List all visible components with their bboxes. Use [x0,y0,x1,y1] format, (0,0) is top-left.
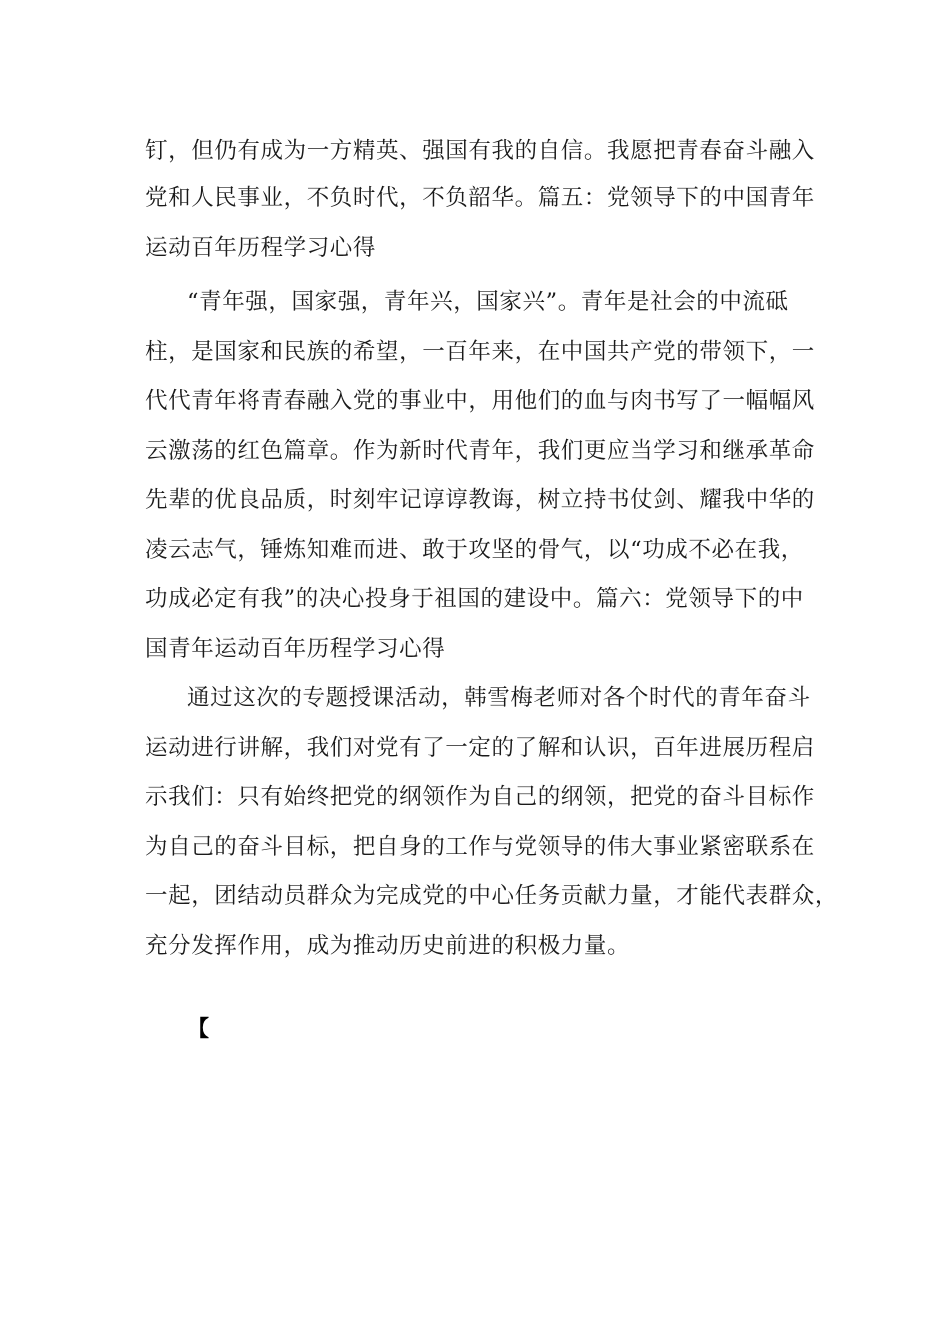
text-line-13: 运动进行讲解，我们对党有了一定的了解和认识，百年进展历程启 [145,735,815,761]
text-line-16: 一起，团结动员群众为完成党的中心任务贡献力量，才能代表群众， [145,883,839,909]
text-line-2: 党和人民事业，不负时代，不负韶华。篇五：党领导下的中国青年 [145,185,815,211]
text-line-8: 先辈的优良品质，时刻牢记谆谆教诲，树立持书仗剑、耀我中华的 [145,487,815,513]
text-line-7: 云激荡的红色篇章。作为新时代青年，我们更应当学习和继承革命 [145,438,815,464]
text-line-15: 为自己的奋斗目标，把自身的工作与党领导的伟大事业紧密联系在 [145,834,815,860]
text-line-9: 凌云志气，锤炼知难而进、敢于攻坚的骨气，以“功成不必在我， [145,537,804,563]
text-line-11: 国青年运动百年历程学习心得 [145,636,446,662]
text-line-17: 充分发挥作用，成为推动历史前进的积极力量。 [145,933,631,959]
text-line-12-para-start: 通过这次的专题授课活动，韩雪梅老师对各个时代的青年奋斗 [187,685,811,711]
text-line-5: 柱，是国家和民族的希望，一百年来，在中国共产党的带领下，一 [145,339,815,365]
text-line-10: 功成必定有我”的决心投身于祖国的建设中。篇六：党领导下的中 [145,586,804,612]
trailing-bracket: 【 [187,1017,210,1042]
text-line-3: 运动百年历程学习心得 [145,235,377,261]
text-line-1: 钉，但仍有成为一方精英、强国有我的自信。我愿把青春奋斗融入 [145,138,815,164]
text-line-14: 示我们：只有始终把党的纲领作为自己的纲领，把党的奋斗目标作 [145,784,815,810]
text-line-4-para-start: “青年强，国家强，青年兴，国家兴”。青年是社会的中流砥 [187,289,789,315]
text-line-6: 代代青年将青春融入党的事业中，用他们的血与肉书写了一幅幅风 [145,388,815,414]
